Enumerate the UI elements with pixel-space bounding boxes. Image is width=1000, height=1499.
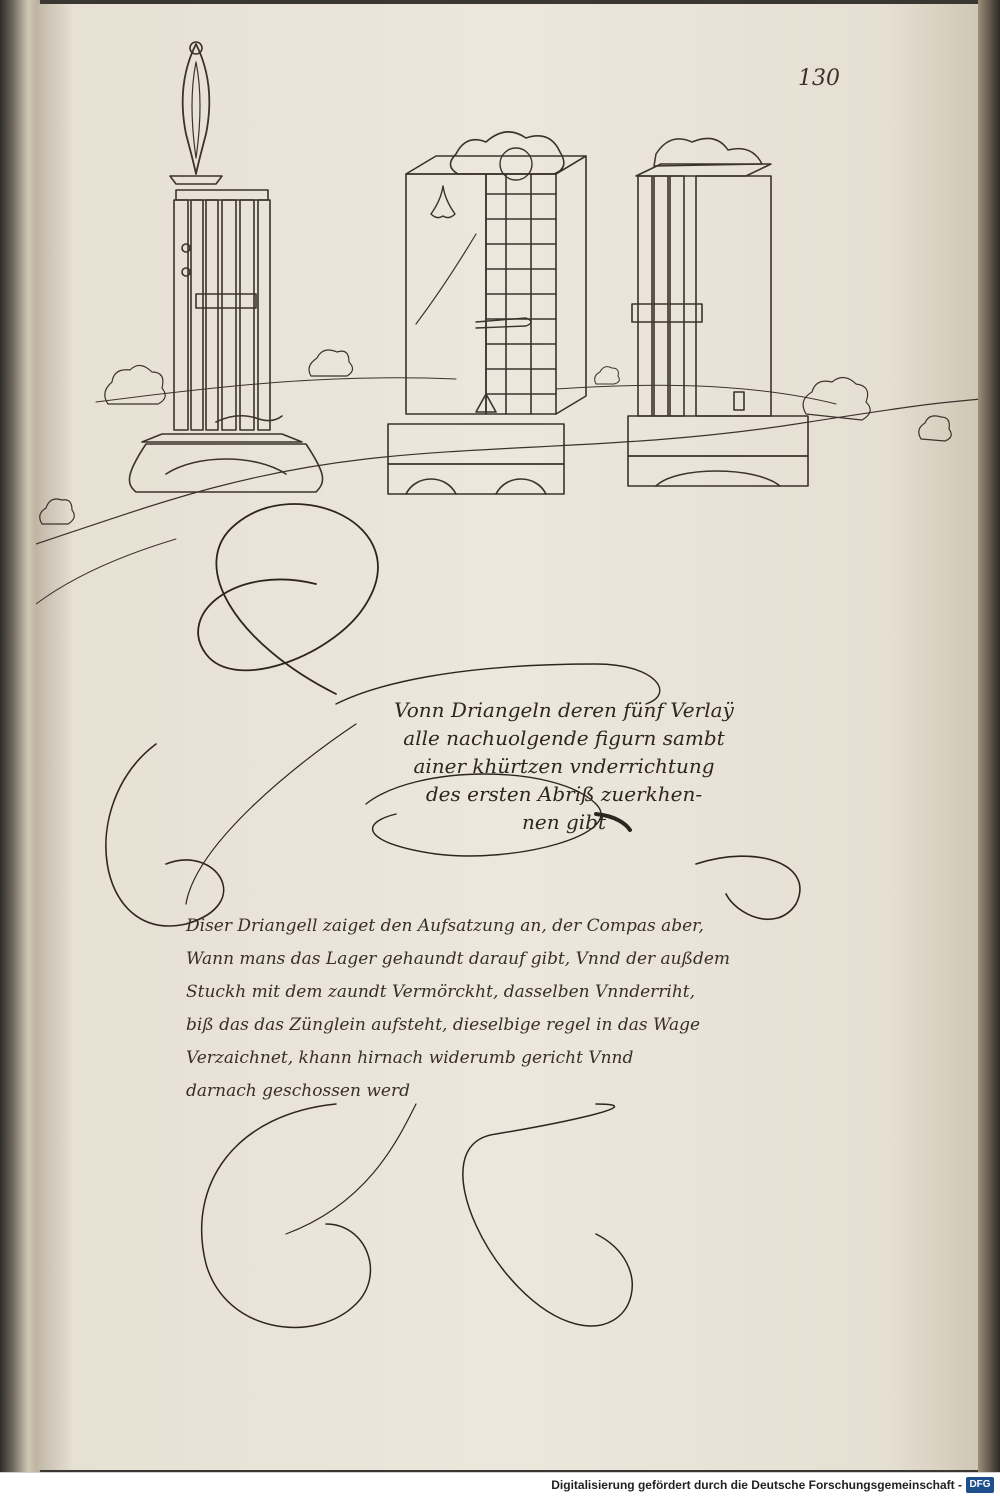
body-line: Diser Driangell zaiget den Aufsatzung an, der Compas aber, [186, 916, 704, 936]
heading-line: Vonn Driangeln deren fünf Verlaÿ [394, 698, 734, 722]
body-line: darnach geschossen werd [186, 1081, 410, 1101]
manuscript-page [36, 4, 980, 1470]
body-paragraph [186, 910, 906, 1108]
heading-line: alle nachuolgende figurn sambt [403, 726, 725, 750]
folio-number: 130 [798, 66, 840, 91]
body-line: Wann mans das Lager gehaundt darauf gibt, Vnnd der außdem [186, 949, 731, 969]
left-page-edges [0, 0, 40, 1472]
heading-line: ainer khürtzen vnderrichtung [413, 754, 715, 778]
section-heading [354, 696, 774, 836]
dfg-logo[interactable]: DFG [966, 1477, 994, 1493]
body-line: Stuckh mit dem zaundt Vermörckht, dasselben Vnnderriht, [186, 982, 696, 1002]
heading-line: des ersten Abriß zuerkhen- [425, 782, 703, 806]
funding-footer [0, 1472, 1000, 1499]
heading-line: nen gibt [522, 810, 606, 834]
body-line: Verzaichnet, khann hirnach widerumb gericht Vnnd [186, 1048, 634, 1068]
body-line: biß das das Zünglein aufsteht, dieselbige regel in das Wage [186, 1015, 701, 1035]
funding-text: Digitalisierung gefördert durch die Deutsche Forschungsgemeinschaft - [551, 1478, 962, 1492]
right-page-edge [978, 0, 1000, 1472]
